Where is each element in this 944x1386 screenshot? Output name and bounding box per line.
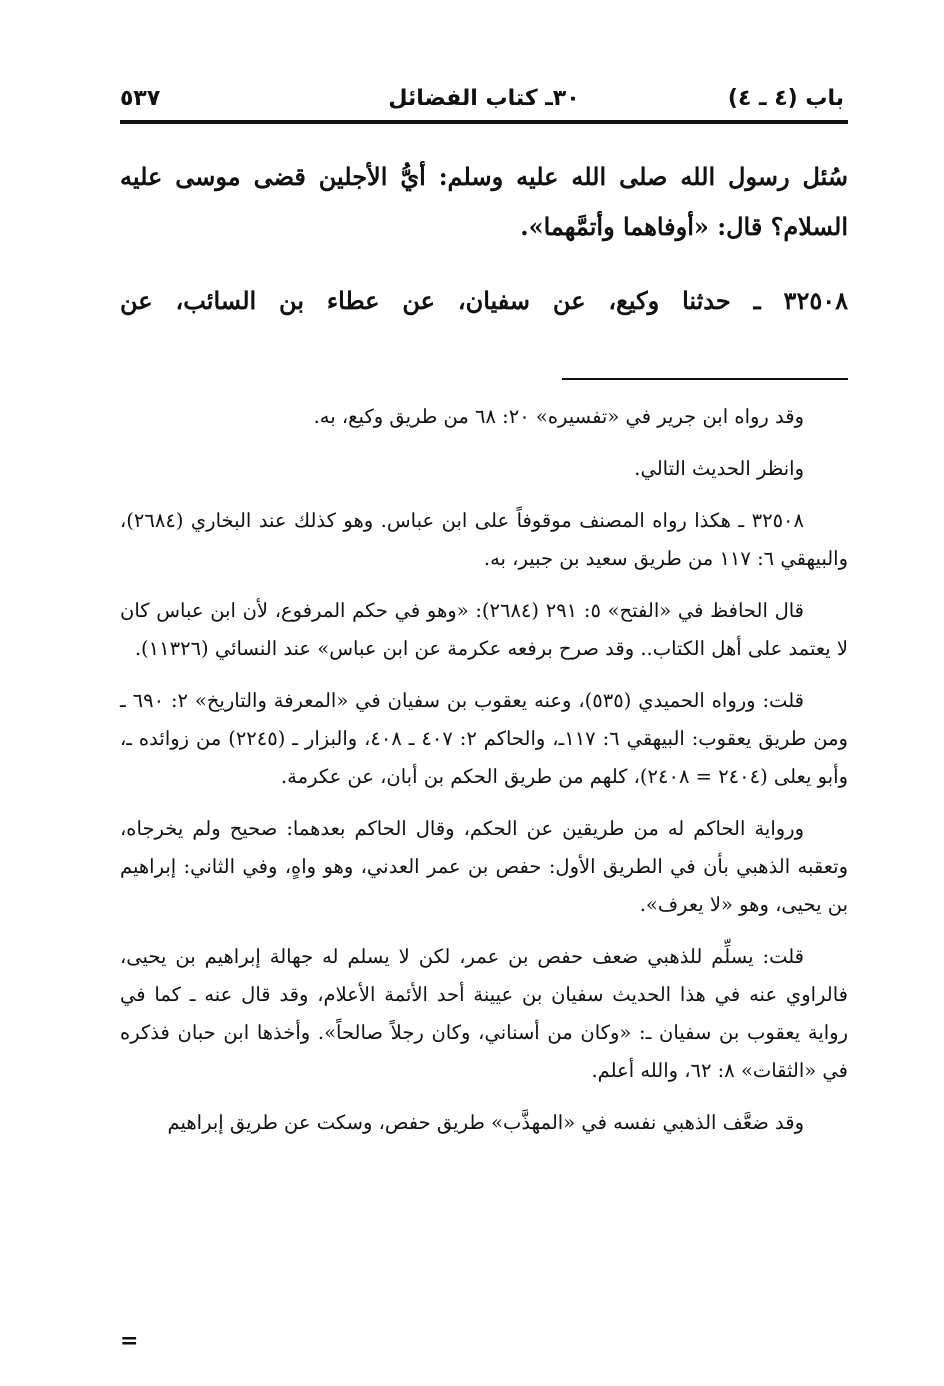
footnote-paragraph: قلت: ورواه الحميدي (٥٣٥)، وعنه يعقوب بن سفيان في «المعرفة والتاريخ» ٢: ٦٩٠ ـ ومن طريق يعقوب: البيهقي ٦: ١١٧ـ، والحاكم ٢: ٤٠٧ ـ ٤٠٨، والبزار ـ (٢٢٤٥) من زوائده ـ، وأبو يعلى (٢٤٠٤ = ٢٤٠٨)، كلهم من طريق الحكم بن أبان، عن عكرمة. <box>120 689 848 788</box>
main-paragraph-2: ٣٢٥٠٨ ـ حدثنا وكيع، عن سفيان، عن عطاء بن السائب، عن <box>120 286 848 315</box>
footnotes <box>120 398 848 1156</box>
main-text <box>120 152 848 350</box>
footnote-paragraph: ورواية الحاكم له من طريقين عن الحكم، وقال الحاكم بعدهما: صحيح ولم يخرجاه، وتعقبه الذهبي بأن في الطريق الأول: حفص بن عمر العدني، وهو واهٍ، وفي الثاني: إبراهيم بن يحيى، وهو «لا يعرف». <box>120 817 848 916</box>
continuation-mark: = <box>120 1328 139 1354</box>
footnote-paragraph: ٣٢٥٠٨ ـ هكذا رواه المصنف موقوفاً على ابن عباس. وهو كذلك عند البخاري (٢٦٨٤)، والبيهقي ٦: ١١٧ من طريق سعيد بن جبير، به. <box>120 509 848 570</box>
chapter-reference: باب (٤ ـ ٤) <box>727 86 844 111</box>
main-paragraph-1: سُئل رسول الله صلى الله عليه وسلم: أيُّ الأجلين قضى موسى عليه السلام؟ قال: «أوفاهما وأتمَّهما». <box>120 162 848 241</box>
header-divider <box>120 120 848 124</box>
running-header <box>120 80 848 124</box>
footnote-paragraph: قلت: يسلِّم للذهبي ضعف حفص بن عمر، لكن لا يسلم له جهالة إبراهيم بن يحيى، فالراوي عنه في هذا الحديث سفيان بن عيينة أحد الأئمة الأعلام، وقد قال عنه ـ كما في رواية يعقوب بن سفيان ـ: «وكان من أسناني، وكان رجلاً صالحاً». وأخذها ابن حبان فذكره في «الثقات» ٨: ٦٢، والله أعلم. <box>120 945 848 1082</box>
footnote-divider <box>562 378 848 380</box>
footnote-paragraph: وانظر الحديث التالي. <box>634 457 804 480</box>
footnote-paragraph: قال الحافظ في «الفتح» ٥: ٢٩١ (٢٦٨٤): «وهو في حكم المرفوع، لأن ابن عباس كان لا يعتمد على أهل الكتاب.. وقد صرح برفعه عكرمة عن ابن عباس» عند النسائي (١١٣٢٦). <box>120 599 848 660</box>
footnote-paragraph: وقد ضعَّف الذهبي نفسه في «المهذَّب» طريق حفص، وسكت عن طريق إبراهيم <box>167 1111 804 1134</box>
book-page <box>120 60 848 1360</box>
footnote-paragraph: وقد رواه ابن جرير في «تفسيره» ٢٠: ٦٨ من طريق وكيع، به. <box>313 405 804 428</box>
page-number: ٥٣٧ <box>120 86 161 111</box>
book-title: ٣٠ـ كتاب الفضائل <box>388 86 580 111</box>
